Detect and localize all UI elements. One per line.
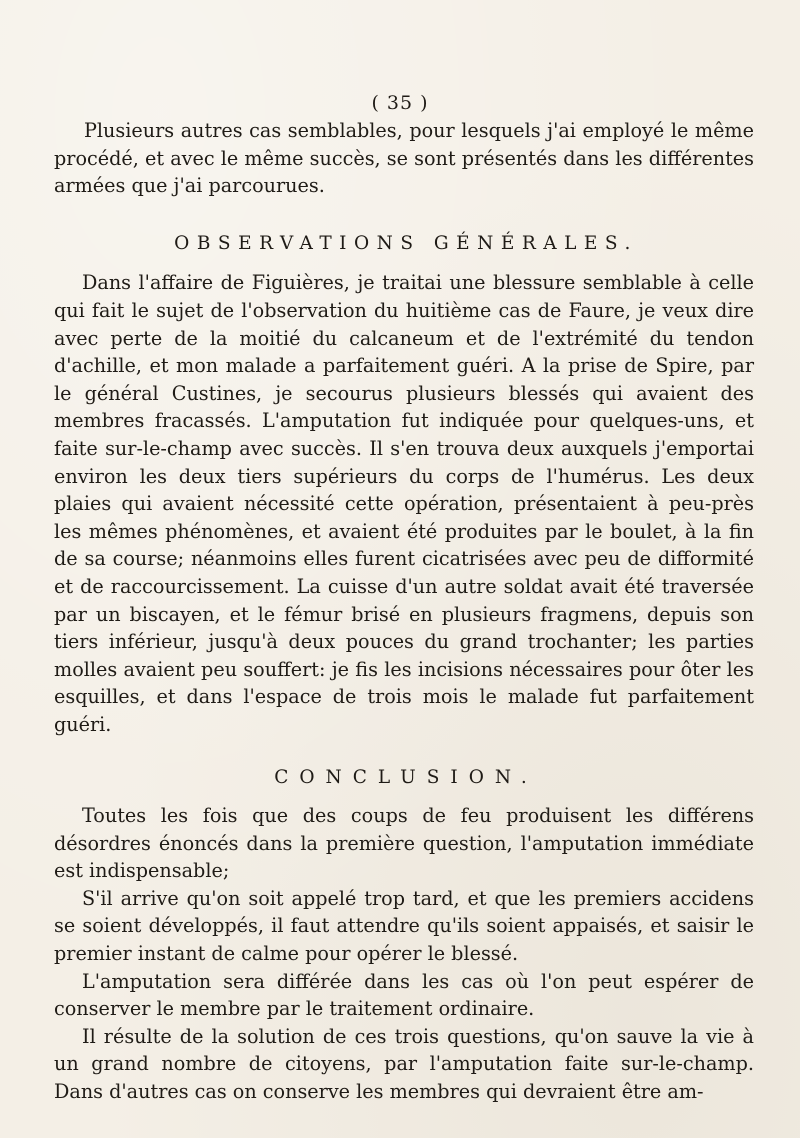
section-heading-observations: OBSERVATIONS GÉNÉRALES. [174, 232, 638, 254]
section-heading-conclusion: CONCLUSION. [274, 767, 538, 789]
text-body [54, 117, 754, 1106]
conclusion-paragraph: Il résulte de la solution de ces trois questions, qu'on sauve la vie à un grand nombre de citoyens, par l'amputation faite sur-le-champ. Dans d'autres cas on conserve les membres qui devraient être am- [54, 1024, 754, 1103]
conclusion-paragraph: Toutes les fois que des coups de feu produisent les différens désordres énoncés dans la première question, l'amputation immédiate est indispensable; [54, 804, 754, 883]
intro-paragraph: Plusieurs autres cas semblables, pour lesquels j'ai employé le même procédé, et avec le même succès, se sont présentés dans les différentes armées que j'ai parcourues. [54, 119, 754, 198]
conclusion-paragraph: S'il arrive qu'on soit appelé trop tard, et que les premiers accidens se soient développés, il faut attendre qu'ils soient appaisés, et saisir le premier instant de calme pour opérer le blessé. [54, 886, 754, 966]
observations-paragraph: Dans l'affaire de Figuières, je traitai une blessure semblable à celle qui fait le sujet de l'observation du huitième cas de Faure, je veux dire avec perte de la moitié du calcaneum et de l'extrémité du tendon d'achille, et mon malade a parfaitement guéri. A la prise de Spire, par le général Custines, je secourus plusieurs blessés qui avaient des membres fracassés. L'amputation fut indiquée pour quelques-uns, et faite sur-le-champ avec succès. Il s'en trouva deux auxquels j'emportai environ les deux tiers supérieurs du corps de l'humérus. Les deux plaies qui avaient nécessité cette opération, présentaient à peu-près les mêmes phénomènes, et avaient été produites par le boulet, à la fin de sa course; néanmoins elles furent cicatrisées avec peu de difformité et de raccourcissement. La cuisse d'un autre soldat avait été traversée par un biscayen, et le fémur brisé en plusieurs fragmens, depuis son tiers inférieur, jusqu'à deux pouces du grand trochanter; les parties molles avaient peu souffert: je fis les incisions nécessaires pour ôter les esquilles, et dans l'espace de trois mois le malade fut parfaitement guéri. [54, 271, 754, 736]
conclusion-paragraph: L'amputation sera différée dans les cas où l'on peut espérer de conserver le membre par le traitement ordinaire. [54, 969, 754, 1021]
page-number: ( 35 ) [371, 92, 429, 114]
